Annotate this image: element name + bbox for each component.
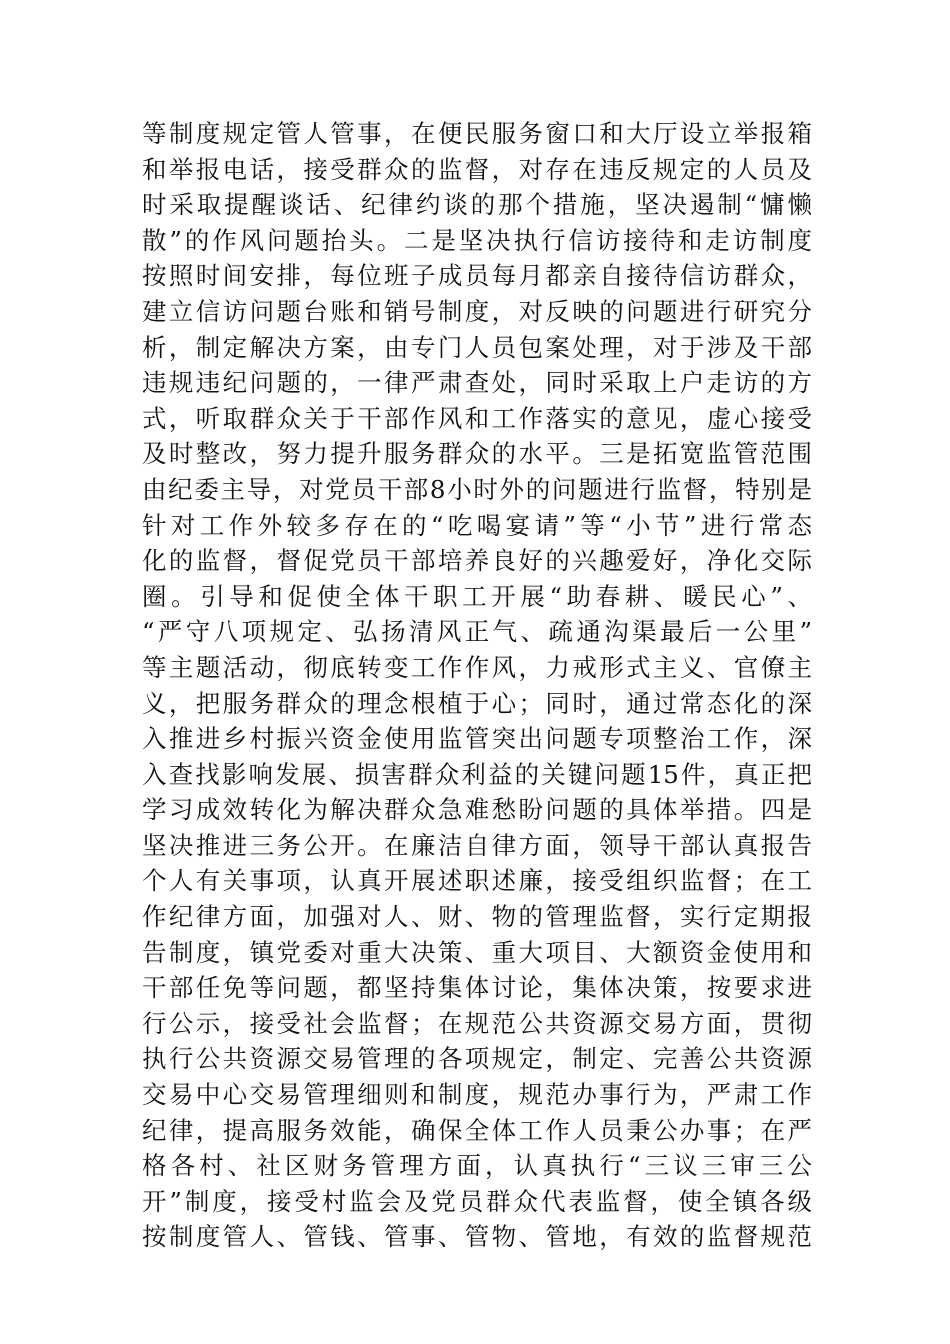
text-line: 执行公共资源交易管理的各项规定，制定、完善公共资源 xyxy=(142,1044,812,1074)
text-line: “严守八项规定、弘扬清风正气、疏通沟渠最后一公里” xyxy=(142,617,812,647)
text-line: 纪律，提高服务效能，确保全体工作人员秉公办事；在严 xyxy=(142,1115,812,1145)
text-line: 时采取提醒谈话、纪律约谈的那个措施，坚决遏制“慵懒 xyxy=(142,190,812,220)
text-line: 学习成效转化为解决群众急难愁盼问题的具体举措。四是 xyxy=(142,795,812,825)
text-line: 式，听取群众关于干部作风和工作落实的意见，虚心接受 xyxy=(142,403,812,433)
body-text xyxy=(142,116,812,1255)
text-line: 干部任免等问题，都坚持集体讨论，集体决策，按要求进 xyxy=(142,973,812,1003)
text-line: 行公示，接受社会监督；在规范公共资源交易方面，贯彻 xyxy=(142,1008,812,1038)
text-line: 告制度，镇党委对重大决策、重大项目、大额资金使用和 xyxy=(142,937,812,967)
text-line: 交易中心交易管理细则和制度，规范办事行为，严肃工作 xyxy=(142,1080,812,1110)
text-line: 个人有关事项，认真开展述职述廉，接受组织监督；在工 xyxy=(142,866,812,896)
text-line: 由纪委主导，对党员干部8小时外的问题进行监督，特别是 xyxy=(142,474,812,504)
text-line: 等主题活动，彻底转变工作作风，力戒形式主义、官僚主 xyxy=(142,652,812,682)
text-line: 等制度规定管人管事，在便民服务窗口和大厅设立举报箱 xyxy=(142,119,812,148)
text-line: 建立信访问题台账和销号制度，对反映的问题进行研究分 xyxy=(142,296,812,326)
text-line: 格各村、社区财务管理方面，认真执行“三议三审三公 xyxy=(142,1151,812,1181)
text-line: 入推进乡村振兴资金使用监管突出问题专项整治工作，深 xyxy=(142,724,812,754)
text-line: 坚决推进三务公开。在廉洁自律方面，领导干部认真报告 xyxy=(142,830,812,860)
text-line: 及时整改，努力提升服务群众的水平。三是拓宽监管范围 xyxy=(142,439,812,469)
text-line: 入查找影响发展、损害群众利益的关键问题15件，真正把 xyxy=(142,759,812,789)
text-line: 按制度管人、管钱、管事、管物、管地，有效的监督规范 xyxy=(142,1222,812,1252)
text-line: 针对工作外较多存在的“吃喝宴请”等“小节”进行常态 xyxy=(142,510,812,540)
text-line: 圈。引导和促使全体干职工开展“助春耕、暖民心”、 xyxy=(142,581,812,611)
text-line: 开”制度，接受村监会及党员群众代表监督，使全镇各级 xyxy=(142,1186,812,1216)
text-line: 按照时间安排，每位班子成员每月都亲自接待信访群众， xyxy=(142,261,812,291)
text-line: 和举报电话，接受群众的监督，对存在违反规定的人员及 xyxy=(142,154,812,184)
text-line: 违规违纪问题的，一律严肃查处，同时采取上户走访的方 xyxy=(142,368,812,398)
text-line: 析，制定解决方案，由专门人员包案处理，对于涉及干部 xyxy=(142,332,812,362)
text-line: 义，把服务群众的理念根植于心；同时，通过常态化的深 xyxy=(142,688,812,718)
text-line: 作纪律方面，加强对人、财、物的管理监督，实行定期报 xyxy=(142,902,812,932)
text-line: 散”的作风问题抬头。二是坚决执行信访接待和走访制度 xyxy=(142,225,812,255)
text-line: 化的监督，督促党员干部培养良好的兴趣爱好，净化交际 xyxy=(142,546,812,576)
